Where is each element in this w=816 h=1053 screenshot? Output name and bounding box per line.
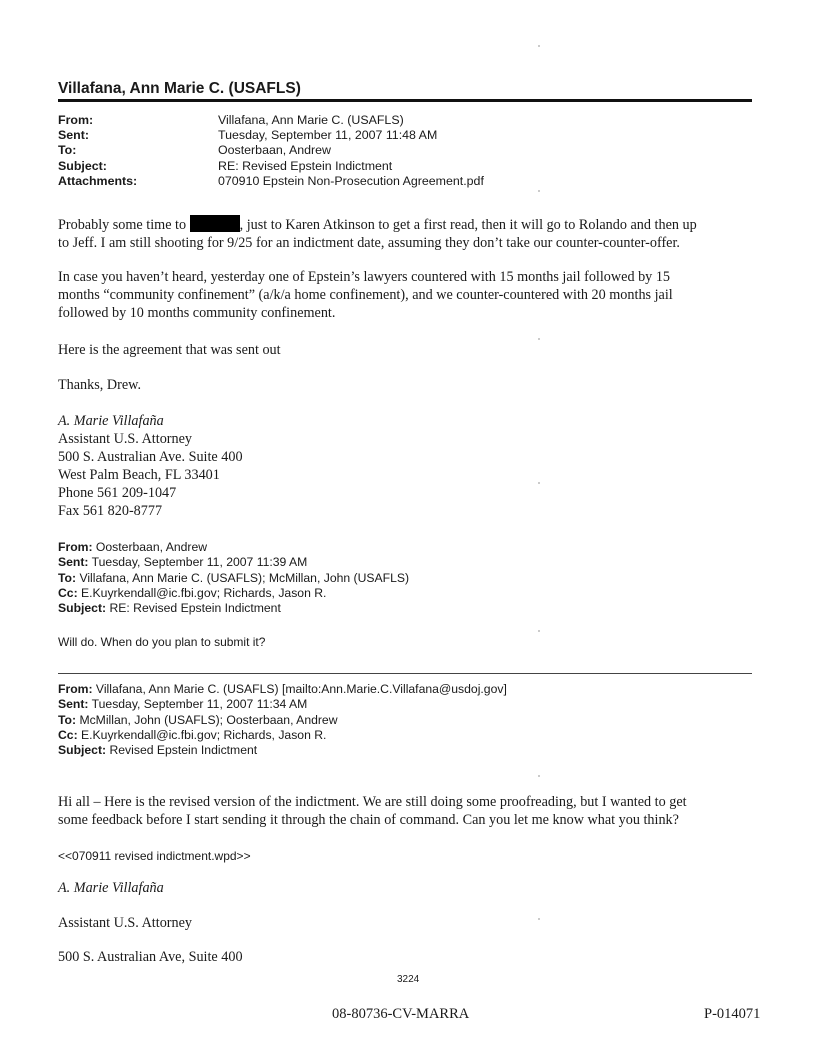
sent-label: Sent: (58, 128, 89, 143)
msg2-sent-row: Sent: Tuesday, September 11, 2007 11:39 AM (58, 555, 308, 570)
email-header-fields (58, 113, 484, 189)
sent-value: Tuesday, September 11, 2007 11:48 AM (218, 128, 438, 143)
from-label: From: (58, 113, 94, 127)
scan-speck (538, 190, 540, 192)
msg3-body (58, 793, 758, 829)
msg3-cc-row: Cc: E.Kuyrkendall@ic.fbi.gov; Richards, Jason R. (58, 727, 327, 742)
header-sent-row (58, 128, 484, 143)
from-value: Villafana, Ann Marie C. (USAFLS) (218, 113, 404, 127)
msg2-from: Oosterbaan, Andrew (95, 540, 208, 554)
signature-fax: Fax 561 820-8777 (58, 503, 163, 519)
signature-title: Assistant U.S. Attorney (58, 431, 192, 447)
message-2-header (58, 540, 409, 616)
p1-text-after: , just to Karen Atkinson to get a first read, then it will go to Rolando and then up (239, 217, 697, 233)
subject-label: Subject: (58, 158, 107, 173)
msg3-to-row: To: McMillan, John (USAFLS); Oosterbaan, Andrew (58, 712, 338, 727)
body-paragraph-4: Thanks, Drew. (58, 377, 141, 393)
paragraph-2-line-2: months “community confinement” (a/k/a home confinement), and we counter-countered with 20 months jail (58, 287, 673, 303)
msg3-sent-row: Sent: Tuesday, September 11, 2007 11:34 AM (58, 697, 308, 712)
msg3-body-line-1: Hi all – Here is the revised version of the indictment. We are still doing some proofreading, but I wanted to get (58, 794, 687, 810)
msg2-from-row: From: Oosterbaan, Andrew (58, 540, 208, 554)
msg3-from: Villafana, Ann Marie C. (USAFLS) [mailto:Ann.Marie.C.Villafana@usdoj.gov] (95, 682, 507, 696)
header-attachments-row (58, 174, 484, 189)
msg2-to-row: To: Villafana, Ann Marie C. (USAFLS); McMillan, John (USAFLS) (58, 570, 410, 585)
attachment-link[interactable]: 070910 Epstein Non-Prosecution Agreement.pdf (218, 173, 484, 188)
msg3-subject-row: Subject: Revised Epstein Indictment (58, 743, 258, 758)
subject-value: RE: Revised Epstein Indictment (218, 158, 393, 173)
paragraph-1-line-2: to Jeff. I am still shooting for 9/25 for an indictment date, assuming they don’t take our counter-counter-offer. (58, 235, 680, 251)
msg2-cc-row: Cc: E.Kuyrkendall@ic.fbi.gov; Richards, Jason R. (58, 585, 327, 600)
bates-number: P-014071 (704, 1006, 761, 1022)
signature-address: 500 S. Australian Ave. Suite 400 (58, 449, 243, 465)
header-subject-row (58, 159, 484, 174)
body-paragraph-2 (58, 268, 758, 322)
msg2-subject-row: Subject: RE: Revised Epstein Indictment (58, 601, 281, 616)
title-rule (58, 99, 752, 102)
msg3-attachment[interactable]: <<070911 revised indictment.wpd>> (58, 849, 251, 863)
msg3-signature-name: A. Marie Villafaña (58, 880, 164, 896)
page-number: 3224 (397, 974, 420, 985)
msg3-to: McMillan, John (USAFLS); Oosterbaan, Andrew (79, 712, 338, 727)
msg3-signature-address: 500 S. Australian Ave, Suite 400 (58, 949, 243, 965)
msg2-subject: RE: Revised Epstein Indictment (109, 601, 281, 616)
scan-speck (538, 338, 540, 340)
msg3-sent: Tuesday, September 11, 2007 11:34 AM (91, 697, 308, 712)
message-3-header (58, 682, 507, 758)
msg3-subject: Revised Epstein Indictment (109, 743, 258, 758)
redaction-box (190, 215, 240, 232)
to-label: To: (58, 143, 77, 158)
to-value: Oosterbaan, Andrew (218, 143, 331, 158)
scan-speck (538, 775, 540, 777)
msg3-from-row: From: Villafana, Ann Marie C. (USAFLS) [mailto:Ann.Marie.C.Villafana@usdoj.gov] (58, 682, 507, 696)
msg2-cc: E.Kuyrkendall@ic.fbi.gov; Richards, Jason R. (81, 585, 327, 600)
header-from-row (58, 113, 484, 128)
p1-text-before: Probably some time to (58, 217, 190, 233)
message-separator (58, 673, 752, 674)
scan-speck (538, 918, 540, 920)
msg2-body: Will do. When do you plan to submit it? (58, 635, 266, 649)
header-to-row (58, 143, 484, 158)
msg2-to: Villafana, Ann Marie C. (USAFLS); McMillan, John (USAFLS) (79, 570, 410, 585)
attachments-label: Attachments: (58, 173, 138, 188)
signature-phone: Phone 561 209-1047 (58, 485, 177, 501)
msg3-signature-title: Assistant U.S. Attorney (58, 915, 192, 931)
email-title: Villafana, Ann Marie C. (USAFLS) (58, 80, 301, 97)
body-paragraph-1 (58, 215, 758, 252)
paragraph-2-line-3: followed by 10 months community confinement. (58, 305, 336, 321)
signature-city: West Palm Beach, FL 33401 (58, 467, 220, 483)
paragraph-1-line-1 (58, 215, 758, 234)
paragraph-2-line-1: In case you haven’t heard, yesterday one of Epstein’s lawyers countered with 15 months jail followed by 15 (58, 269, 671, 285)
signature-name: A. Marie Villafaña (58, 413, 164, 429)
msg3-body-line-2: some feedback before I start sending it through the chain of command. Can you let me know what you think? (58, 812, 679, 828)
scan-speck (538, 45, 540, 47)
scan-speck (538, 630, 540, 632)
signature-block (58, 412, 758, 520)
msg3-cc: E.Kuyrkendall@ic.fbi.gov; Richards, Jason R. (81, 727, 327, 742)
scan-speck (538, 482, 540, 484)
msg2-sent: Tuesday, September 11, 2007 11:39 AM (91, 555, 308, 570)
body-paragraph-3: Here is the agreement that was sent out (58, 342, 281, 358)
case-number: 08-80736-CV-MARRA (332, 1006, 470, 1022)
